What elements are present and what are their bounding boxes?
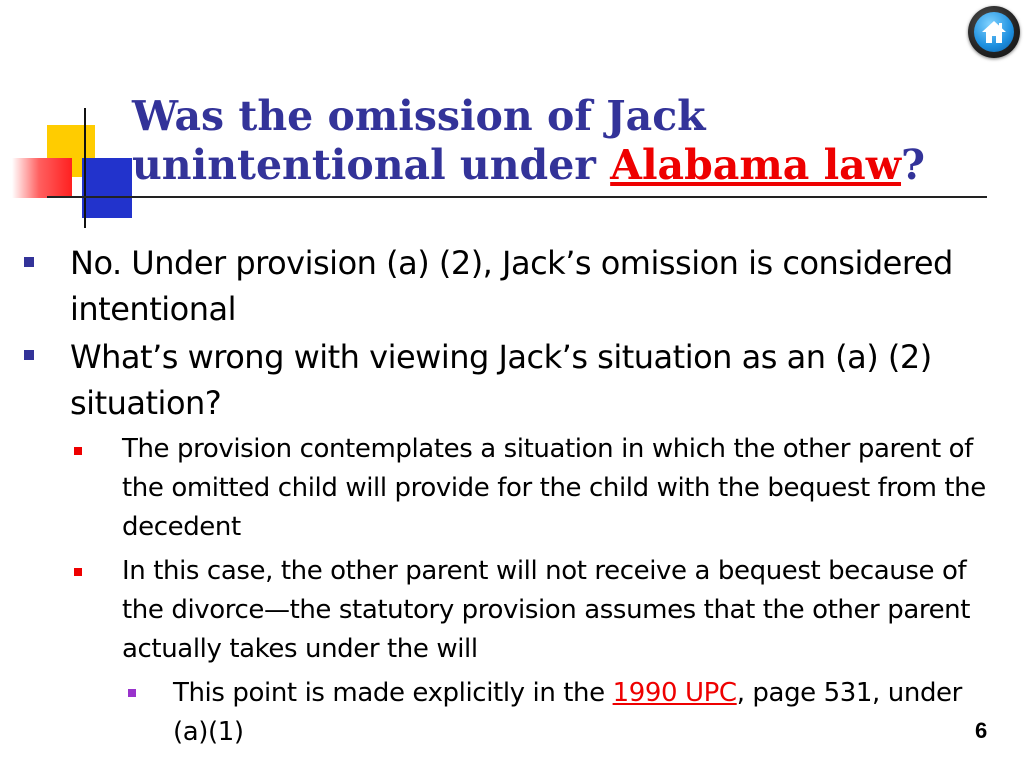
page-number: 6 — [975, 718, 988, 743]
sub-bullet-2: In this case, the other parent will not receive a bequest because of the divorce—the statutory provision assumes that the other parent actually takes under the will — [122, 556, 971, 664]
title-suffix: ? — [901, 141, 926, 189]
title-text: Was the omission of Jack unintentional under — [132, 92, 706, 189]
slide-title — [132, 92, 1002, 190]
sub-bullet-1: The provision contemplates a situation in which the other parent of the omitted child will provide for the child with the bequest from the decedent — [122, 434, 986, 542]
logo-vertical-line — [84, 108, 86, 228]
sub-sub-bullet-prefix: This point is made explicitly in the — [173, 678, 613, 708]
sub-sub-bullet-1 — [173, 674, 993, 752]
sub-bullet-marker — [74, 568, 82, 576]
sub-sub-bullet-suffix: , page 531, under (a)(1) — [173, 678, 962, 747]
bullet-1: No. Under provision (a) (2), Jack’s omission is considered intentional — [70, 244, 953, 328]
bullet-marker — [24, 257, 34, 267]
alabama-law-link[interactable]: Alabama law — [610, 141, 902, 189]
home-button[interactable] — [968, 6, 1020, 58]
bullet-marker — [24, 350, 34, 360]
logo-red-gradient — [12, 158, 72, 198]
logo-blue-square — [82, 158, 132, 218]
sub-sub-bullet-marker — [128, 689, 136, 697]
upc-1990-link[interactable]: 1990 UPC — [612, 678, 737, 708]
title-underline-rule — [47, 196, 987, 198]
sub-bullet-marker — [74, 447, 82, 455]
home-icon — [974, 12, 1014, 52]
bullet-2: What’s wrong with viewing Jack’s situation as an (a) (2) situation? — [70, 338, 932, 422]
